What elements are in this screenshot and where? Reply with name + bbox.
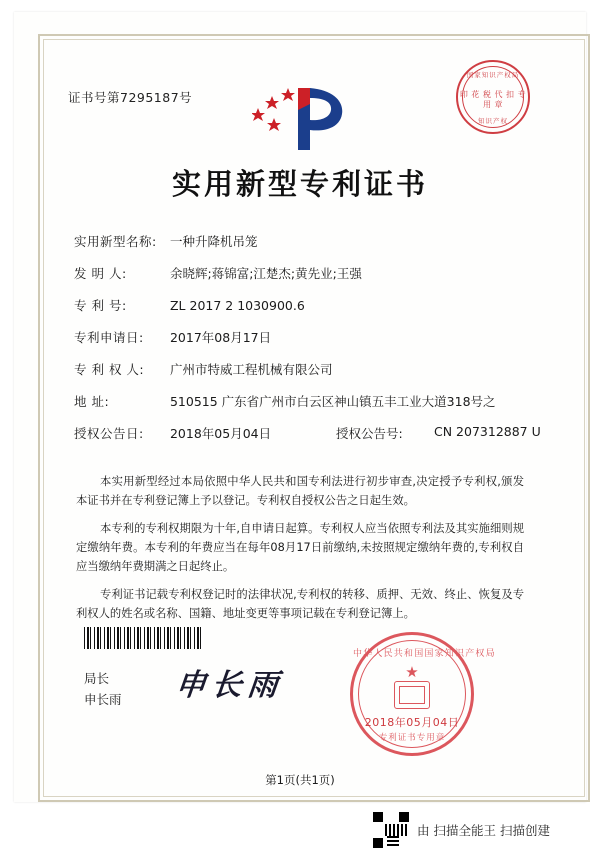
scan-watermark-text: 由 扫描全能王 扫描创建 <box>417 823 550 838</box>
legal-paragraph: 本专利的专利权期限为十年,自申请日起算。专利权人应当依照专利法及其实施细则规定缴纳年费。本专利的年费应当在每年08月17日前缴纳,未按照规定缴纳年费的,专利权自应当缴纳年费期满之日起终止。 <box>76 522 524 573</box>
field-row <box>74 328 526 360</box>
grant-date-label: 授权公告日: <box>74 426 144 441</box>
legal-paragraph: 专利证书记载专利权登记时的法律状况,专利权的转移、质押、无效、终止、恢复及专利权人的姓名或名称、国籍、地址变更等事项记载在专利登记簿上。 <box>76 588 524 620</box>
field-label: 发 明 人: <box>74 266 127 281</box>
tax-stamp-seal-arc-top: 国家知识产权局 <box>466 71 520 79</box>
official-seal-arc-top: 中华人民共和国国家知识产权局 <box>353 649 496 659</box>
official-seal <box>350 632 496 756</box>
director-title-label: 局长 <box>84 671 110 686</box>
grant-row <box>74 424 541 456</box>
patent-office-logo-icon <box>252 80 348 158</box>
field-row <box>74 264 526 296</box>
field-row <box>74 392 526 424</box>
field-value: 广州市特威工程机械有限公司 <box>169 362 333 377</box>
field-value: 2017年08月17日 <box>169 330 272 345</box>
barcode <box>84 627 204 649</box>
legal-paragraph: 本实用新型经过本局依照中华人民共和国专利法进行初步审查,决定授予专利权,颁发本证书并在专利登记簿上予以登记。专利权自授权公告之日起生效。 <box>76 475 524 507</box>
tax-stamp-seal-arc-bottom: 知识产权 <box>478 117 508 125</box>
seal-emblem-icon <box>394 681 430 709</box>
scan-watermark <box>372 812 550 848</box>
qr-code-icon <box>372 811 410 849</box>
director-name-label: 申长雨 <box>84 692 122 707</box>
tax-stamp-seal-center: 印 花 税 代 扣 专 用 章 <box>459 90 527 109</box>
page-title: 实用新型专利证书 <box>171 167 428 201</box>
signature-labels <box>84 668 122 710</box>
field-row <box>74 360 526 392</box>
field-label: 专利申请日: <box>74 330 144 345</box>
page-footer: 第1页(共1页) <box>265 773 335 787</box>
field-value: 510515 广东省广州市白云区神山镇五丰工业大道318号之 <box>169 394 496 409</box>
field-label: 地 址: <box>74 394 110 409</box>
tax-stamp-seal <box>456 60 530 134</box>
seal-star-icon: ★ <box>405 663 419 681</box>
handwritten-signature: 申长雨 <box>173 668 286 703</box>
grant-number-value: CN 207312887 U <box>434 424 541 439</box>
official-seal-arc-bottom: 专利证书专用章 <box>378 733 446 743</box>
official-seal-date: 2018年05月04日 <box>364 716 460 729</box>
field-value: ZL 2017 2 1030900.6 <box>169 298 305 313</box>
field-row <box>74 232 526 264</box>
field-value: 一种升降机吊笼 <box>169 234 258 249</box>
field-label: 实用新型名称: <box>74 234 157 249</box>
field-label: 专 利 号: <box>74 298 127 313</box>
field-value: 余晓辉;蒋锦富;江楚杰;黄先业;王强 <box>169 266 362 281</box>
legal-text-block <box>76 472 524 632</box>
field-label: 专 利 权 人: <box>74 362 145 377</box>
certificate-number: 证书号第7295187号 <box>68 90 193 105</box>
field-list <box>74 232 541 456</box>
grant-number-label: 授权公告号: <box>336 426 403 441</box>
field-row <box>74 296 526 328</box>
grant-date-value: 2018年05月04日 <box>169 426 272 441</box>
